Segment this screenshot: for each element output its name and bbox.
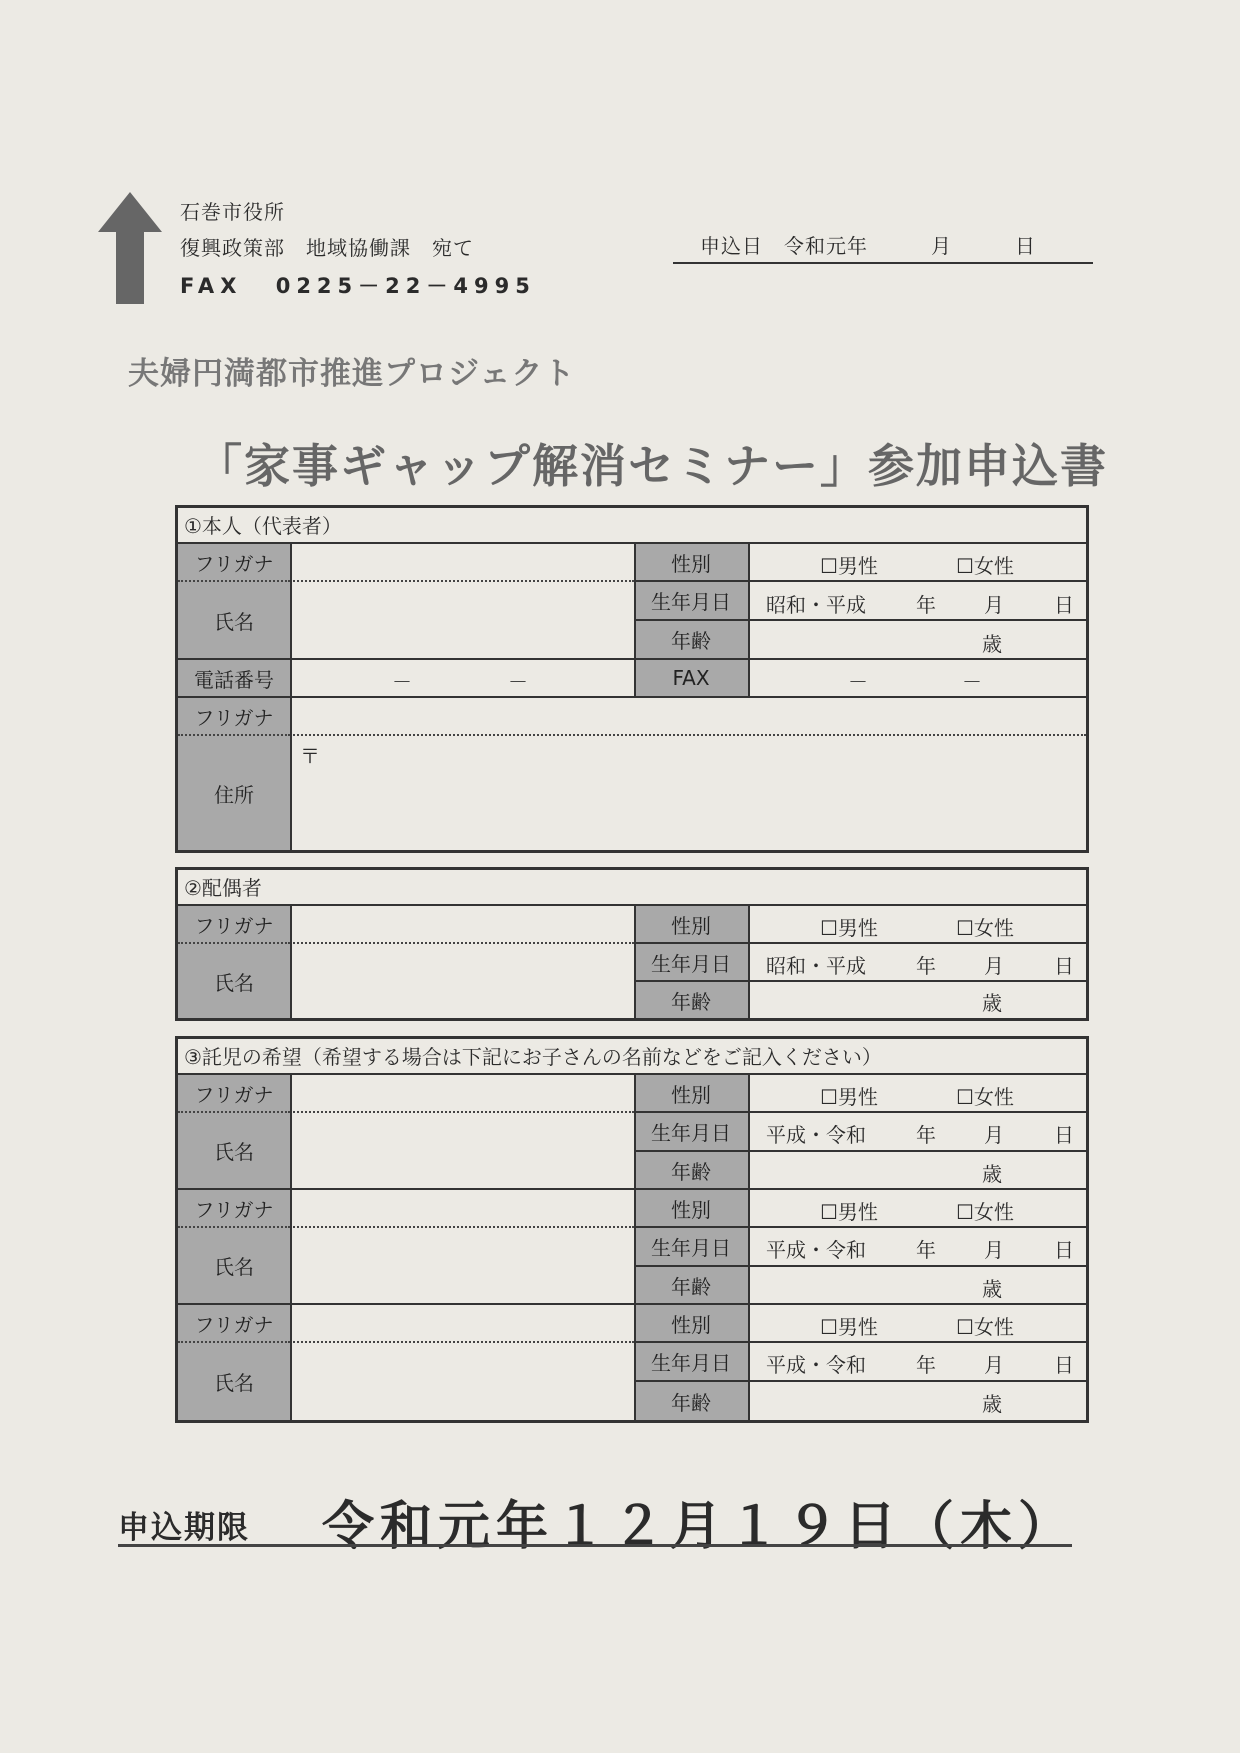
female-checkbox[interactable]: ☐女性 [956,1315,1014,1339]
child1-age-field[interactable] [748,1152,1086,1190]
child3-gender-label: 性別 [634,1305,748,1343]
age-unit: 歳 [982,991,1002,1015]
gender-label: 性別 [634,906,748,944]
day-unit: 日 [1054,1353,1074,1377]
age-label: 年齢 [634,621,748,660]
birthdate-field[interactable] [748,944,1086,982]
divider [748,906,750,1018]
project-title: 夫婦円満都市推進プロジェクト [128,356,576,392]
fax-label: FAX [180,274,243,298]
section-spouse [175,867,1089,1021]
phone-input[interactable] [290,660,634,698]
female-checkbox[interactable]: ☐女性 [956,554,1014,578]
address-label: 住所 [178,736,290,850]
child2-gender-field [748,1190,1086,1228]
month-unit: 月 [984,1353,1004,1377]
era-options: 平成・令和 [766,1123,866,1147]
phone-label: 電話番号 [178,660,290,698]
child3-name-input[interactable] [290,1343,634,1420]
up-arrow-icon [98,192,162,304]
child2-furigana-input[interactable] [290,1190,634,1228]
divider [748,1075,750,1420]
era-options: 平成・令和 [766,1238,866,1262]
furigana-label: フリガナ [178,906,290,944]
child2-birthdate-field[interactable] [748,1228,1086,1267]
deadline-label: 申込期限 [118,1510,250,1546]
child2-age-field[interactable] [748,1267,1086,1305]
application-date-underline [673,262,1093,264]
age-unit: 歳 [982,1392,1002,1416]
form-title: 「家事ギャップ解消セミナー」参加申込書 [196,439,1108,493]
male-checkbox[interactable]: ☐男性 [820,1085,878,1109]
name-input[interactable] [290,944,634,1018]
furigana-input[interactable] [290,906,634,944]
child1-birthdate-field[interactable] [748,1113,1086,1152]
era-options: 平成・令和 [766,1353,866,1377]
phone-dash-1: － [392,670,412,694]
fax-field-label: FAX [634,660,748,698]
age-unit: 歳 [982,632,1002,656]
child1-furigana-label: フリガナ [178,1075,290,1113]
address-input[interactable] [290,736,1086,850]
divider [290,906,292,1018]
female-checkbox[interactable]: ☐女性 [956,1085,1014,1109]
fax-dash-1: － [848,670,868,694]
child3-birthdate-label: 生年月日 [634,1343,748,1382]
section-self-title: ①本人（代表者） [178,508,1086,544]
application-date: 申込日 令和元年 月 日 [700,234,1036,258]
furigana-label: フリガナ [178,544,290,582]
section-childcare-title: ③託児の希望（希望する場合は下記にお子さんの名前などをご記入ください） [178,1039,1086,1075]
child3-furigana-label: フリガナ [178,1305,290,1343]
age-field[interactable] [748,621,1086,660]
divider [290,544,292,850]
month-unit: 月 [984,593,1004,617]
female-checkbox[interactable]: ☐女性 [956,916,1014,940]
name-label: 氏名 [178,944,290,1018]
month-unit: 月 [984,1238,1004,1262]
child2-name-label: 氏名 [178,1228,290,1305]
day-unit: 日 [1054,1238,1074,1262]
male-checkbox[interactable]: ☐男性 [820,1200,878,1224]
child1-birthdate-label: 生年月日 [634,1113,748,1152]
child1-age-label: 年齢 [634,1152,748,1190]
child2-gender-label: 性別 [634,1190,748,1228]
birthdate-label: 生年月日 [634,582,748,621]
female-checkbox[interactable]: ☐女性 [956,1200,1014,1224]
deadline-underline [118,1544,1072,1547]
child2-age-label: 年齢 [634,1267,748,1305]
fax-number: 0225－22－4995 [275,274,536,298]
day-unit: 日 [1054,1123,1074,1147]
child1-name-label: 氏名 [178,1113,290,1190]
child3-furigana-input[interactable] [290,1305,634,1343]
day-unit: 日 [1054,593,1074,617]
child3-age-label: 年齢 [634,1382,748,1420]
deadline-date: 令和元年１２月１９日（木） [322,1497,1077,1557]
section-spouse-title: ②配偶者 [178,870,1086,906]
child1-furigana-input[interactable] [290,1075,634,1113]
month-unit: 月 [984,1123,1004,1147]
fax-dash-2: － [962,670,982,694]
child3-age-field[interactable] [748,1382,1086,1420]
age-field[interactable] [748,982,1086,1018]
gender-label: 性別 [634,544,748,582]
child3-birthdate-field[interactable] [748,1343,1086,1382]
day-unit: 日 [1054,954,1074,978]
child2-birthdate-label: 生年月日 [634,1228,748,1267]
year-unit: 年 [916,1123,936,1147]
child1-gender-label: 性別 [634,1075,748,1113]
child1-name-input[interactable] [290,1113,634,1190]
birthdate-field[interactable] [748,582,1086,621]
fax-input[interactable] [748,660,1086,698]
divider [634,544,636,698]
recipient-office: 石巻市役所 [180,200,285,224]
child2-furigana-label: フリガナ [178,1190,290,1228]
divider [634,906,636,1018]
child3-name-label: 氏名 [178,1343,290,1420]
name-input[interactable] [290,582,634,660]
child2-name-input[interactable] [290,1228,634,1305]
male-checkbox[interactable]: ☐男性 [820,916,878,940]
year-unit: 年 [916,1353,936,1377]
address-furigana-label: フリガナ [178,698,290,736]
child3-gender-field [748,1305,1086,1343]
phone-dash-2: － [508,670,528,694]
recipient-department: 復興政策部 地域協働課 宛て [180,236,474,260]
furigana-input[interactable] [290,544,634,582]
age-unit: 歳 [982,1277,1002,1301]
divider [634,1075,636,1420]
age-label: 年齢 [634,982,748,1018]
year-unit: 年 [916,593,936,617]
gender-field [748,906,1086,944]
male-checkbox[interactable]: ☐男性 [820,554,878,578]
divider [748,544,750,698]
child1-gender-field [748,1075,1086,1113]
address-furigana-input[interactable] [290,698,1086,736]
section-childcare [175,1036,1089,1423]
name-label: 氏名 [178,582,290,660]
year-unit: 年 [916,954,936,978]
era-options: 昭和・平成 [766,593,866,617]
divider [290,1075,292,1420]
year-unit: 年 [916,1238,936,1262]
age-unit: 歳 [982,1162,1002,1186]
birthdate-label: 生年月日 [634,944,748,982]
postal-mark: 〒 [300,744,320,768]
male-checkbox[interactable]: ☐男性 [820,1315,878,1339]
gender-field [748,544,1086,582]
era-options: 昭和・平成 [766,954,866,978]
month-unit: 月 [984,954,1004,978]
fax-line [180,270,536,300]
section-self [175,505,1089,853]
